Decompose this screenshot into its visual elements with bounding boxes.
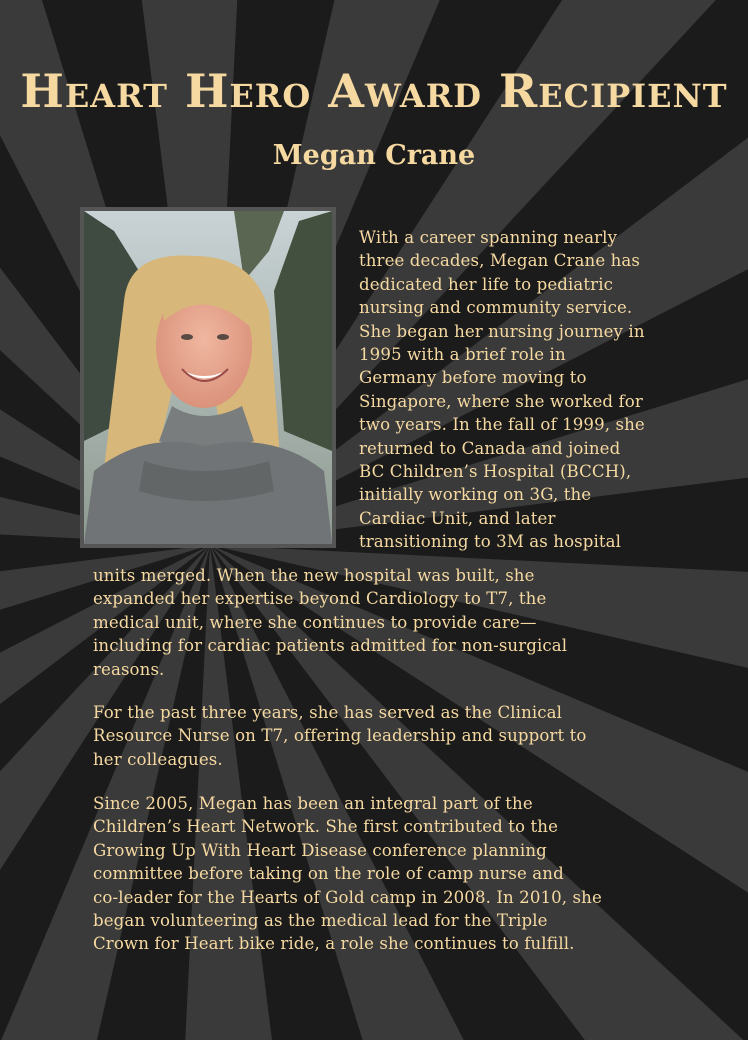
- text-line: initially working on 3G, the: [359, 485, 592, 505]
- text-line: nursing and community service.: [359, 298, 633, 318]
- text-line: Growing Up With Heart Disease conference planning: [93, 840, 547, 860]
- text-line: She began her nursing journey in: [359, 321, 645, 341]
- text-line: her colleagues.: [93, 749, 223, 769]
- portrait-image: [84, 211, 332, 544]
- text-line: expanded her expertise beyond Cardiology to T7, the: [93, 589, 547, 609]
- award-title: Heart Hero Award Recipient: [20, 64, 728, 118]
- text-line: two years. In the fall of 1999, she: [359, 415, 645, 435]
- text-line: Children’s Heart Network. She first contributed to the: [93, 817, 558, 837]
- text-line: 1995 with a brief role in: [359, 345, 566, 365]
- text-line: medical unit, where she continues to provide care—: [93, 612, 537, 632]
- text-line: For the past three years, she has served as the Clinical: [93, 703, 563, 722]
- text-line: Since 2005, Megan has been an integral part of the: [93, 794, 533, 813]
- text-line: With a career spanning nearly: [359, 228, 618, 247]
- text-line: transitioning to 3M as hospital: [359, 532, 622, 552]
- text-line: began volunteering as the medical lead for the Triple: [93, 911, 548, 931]
- recipient-name: Megan Crane: [272, 140, 476, 171]
- text-line: Cardiac Unit, and later: [359, 508, 556, 528]
- text-line: three decades, Megan Crane has: [359, 251, 641, 271]
- text-line: BC Children’s Hospital (BCCH),: [359, 462, 632, 482]
- text-line: dedicated her life to pediatric: [359, 274, 614, 294]
- text-line: reasons.: [93, 659, 165, 679]
- text-line: Germany before moving to: [359, 368, 587, 388]
- text-line: including for cardiac patients admitted for non-surgical: [93, 636, 568, 656]
- text-line: Singapore, where she worked for: [359, 391, 643, 411]
- paragraph-2: [93, 701, 693, 771]
- text-line: co-leader for the Hearts of Gold camp in 2008. In 2010, she: [93, 887, 602, 907]
- text-line: Resource Nurse on T7, offering leadership and support to: [93, 726, 587, 746]
- text-line: returned to Canada and joined: [359, 438, 621, 458]
- text-line: Crown for Heart bike ride, a role she continues to fulfill.: [93, 934, 575, 954]
- recipient-photo: [80, 207, 336, 548]
- paragraph-1-continued: [93, 564, 693, 681]
- text-line: units merged. When the new hospital was built, she: [93, 566, 535, 585]
- text-line: committee before taking on the role of camp nurse and: [93, 864, 564, 884]
- paragraph-1-top: [359, 226, 709, 554]
- paragraph-3: [93, 792, 693, 956]
